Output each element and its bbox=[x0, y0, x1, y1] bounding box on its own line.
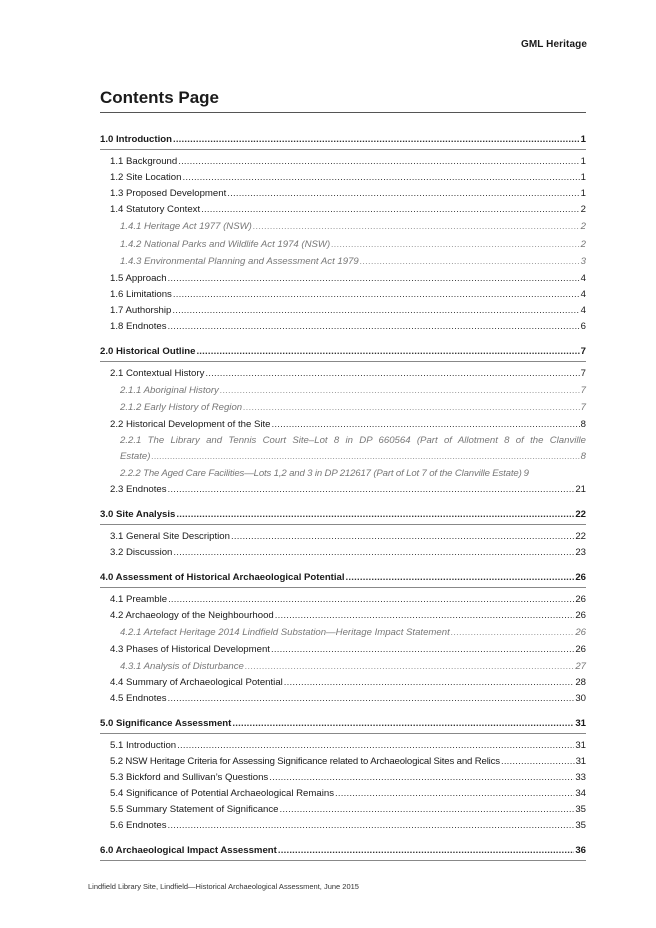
toc-leader bbox=[205, 366, 579, 382]
toc-entry-page: 9 bbox=[523, 467, 529, 479]
toc-entry-page: 27 bbox=[575, 660, 586, 672]
toc-leader bbox=[176, 506, 574, 524]
toc-entry-4-2-1[interactable] bbox=[100, 624, 586, 642]
toc-entry-2-0[interactable] bbox=[100, 343, 586, 362]
toc-leader bbox=[168, 818, 575, 834]
page-footer: Lindfield Library Site, Lindfield—Historical Archaeological Assessment, June 2015 bbox=[88, 882, 359, 891]
toc-leader bbox=[168, 271, 580, 287]
toc-entry-page: 1 bbox=[580, 134, 586, 145]
toc-entry-2-1[interactable] bbox=[100, 366, 586, 382]
title-divider bbox=[100, 112, 586, 113]
toc-entry-page: 23 bbox=[575, 547, 586, 558]
toc-entry-page: 7 bbox=[580, 402, 586, 413]
toc-leader bbox=[168, 592, 574, 608]
toc-entry-title: 1.3 Proposed Development bbox=[110, 188, 227, 199]
toc-entry-1-1[interactable] bbox=[100, 154, 586, 170]
toc-entry-page: 21 bbox=[575, 484, 586, 495]
toc-entry-page: 26 bbox=[575, 610, 586, 621]
toc-entry-page: 1 bbox=[580, 188, 586, 199]
toc-leader bbox=[173, 287, 580, 303]
toc-entry-title: 5.0 Significance Assessment bbox=[100, 718, 232, 729]
toc-entry-page: 22 bbox=[575, 531, 586, 542]
toc-entry-2-1-2[interactable] bbox=[100, 399, 586, 417]
table-of-contents bbox=[100, 131, 586, 865]
toc-entry-title: 3.2 Discussion bbox=[110, 547, 173, 558]
toc-leader bbox=[227, 186, 579, 202]
toc-leader bbox=[269, 770, 574, 786]
toc-entry-1-4[interactable] bbox=[100, 202, 586, 218]
toc-entry-5-0[interactable] bbox=[100, 715, 586, 734]
toc-entry-title: 4.5 Endnotes bbox=[110, 693, 167, 704]
toc-leader bbox=[178, 154, 579, 170]
toc-leader bbox=[182, 170, 579, 186]
toc-leader bbox=[275, 608, 575, 624]
toc-entry-5-3[interactable] bbox=[100, 770, 586, 786]
toc-entry-page: 7 bbox=[580, 367, 586, 379]
toc-entry-page: 33 bbox=[575, 772, 586, 783]
toc-entry-title: 4.2 Archaeology of the Neighbourhood bbox=[110, 610, 274, 621]
toc-entry-page: 1 bbox=[580, 156, 586, 167]
toc-leader bbox=[335, 786, 574, 802]
toc-entry-title: 4.4 Summary of Archaeological Potential bbox=[110, 677, 283, 688]
toc-entry-3-1[interactable] bbox=[100, 529, 586, 545]
toc-entry-title: 1.8 Endnotes bbox=[110, 320, 167, 332]
toc-entry-page: 22 bbox=[575, 509, 586, 520]
toc-entry-page: 2 bbox=[580, 221, 586, 232]
toc-leader bbox=[245, 658, 574, 676]
toc-entry-title: 2.1 Contextual History bbox=[110, 367, 205, 379]
toc-entry-title: 1.4 Statutory Context bbox=[110, 204, 201, 215]
toc-leader bbox=[231, 529, 574, 545]
toc-entry-title: 5.1 Introduction bbox=[110, 740, 177, 751]
toc-entry-4-2[interactable] bbox=[100, 608, 586, 624]
header-brand: GML Heritage bbox=[520, 39, 587, 50]
toc-entry-title: 4.0 Assessment of Historical Archaeological Potential bbox=[100, 572, 345, 583]
toc-leader bbox=[280, 802, 575, 818]
toc-entry-page: 7 bbox=[580, 384, 586, 396]
toc-entry-title: 3.1 General Site Description bbox=[110, 531, 230, 542]
toc-entry-title: 2.2.2 The Aged Care Facilities—Lots 1,2 and 3 in DP 212617 (Part of Lot 7 of the Clanville Estate) bbox=[120, 467, 522, 479]
toc-entry-page: 31 bbox=[575, 740, 586, 751]
toc-entry-page: 2 bbox=[580, 204, 586, 215]
toc-entry-page: 8 bbox=[580, 450, 586, 462]
toc-entry-1-0[interactable] bbox=[100, 131, 586, 150]
toc-entry-title: 2.1.2 Early History of Region bbox=[120, 402, 243, 413]
toc-entry-5-5[interactable] bbox=[100, 802, 586, 818]
toc-leader bbox=[196, 343, 579, 361]
toc-entry-title: 5.3 Bickford and Sullivan’s Questions bbox=[110, 772, 269, 783]
toc-leader bbox=[331, 236, 579, 254]
toc-entry-title: 6.0 Archaeological Impact Assessment bbox=[100, 845, 277, 856]
toc-entry-page: 4 bbox=[580, 304, 586, 316]
toc-leader bbox=[168, 482, 575, 498]
toc-leader bbox=[253, 218, 580, 236]
toc-entry-title: 5.6 Endnotes bbox=[110, 820, 167, 831]
toc-leader bbox=[168, 691, 575, 707]
toc-leader bbox=[173, 545, 574, 561]
toc-entry-page: 31 bbox=[575, 718, 586, 729]
toc-entry-page: 26 bbox=[575, 643, 586, 655]
toc-leader bbox=[232, 715, 574, 733]
toc-entry-2-2-1[interactable] bbox=[100, 433, 586, 465]
toc-entry-3-2[interactable] bbox=[100, 545, 586, 561]
toc-entry-title: 3.0 Site Analysis bbox=[100, 509, 176, 520]
toc-entry-page: 34 bbox=[575, 788, 586, 799]
toc-entry-title: 5.4 Significance of Potential Archaeological Remains bbox=[110, 788, 334, 799]
toc-entry-page: 1 bbox=[580, 172, 586, 183]
toc-entry-4-1[interactable] bbox=[100, 592, 586, 608]
toc-leader bbox=[360, 253, 580, 271]
toc-entry-page: 6 bbox=[580, 320, 586, 332]
toc-entry-title: 1.2 Site Location bbox=[110, 172, 182, 183]
toc-entry-title: 2.2.1 The Library and Tennis Court Site–Lot 8 in DP 660564 (Part of Allotment 8 of the Clanville bbox=[120, 434, 586, 446]
toc-entry-title: 2.2 Historical Development of the Site bbox=[110, 418, 271, 430]
toc-entry-page: 35 bbox=[575, 804, 586, 815]
toc-entry-page: 26 bbox=[575, 572, 586, 583]
toc-entry-page: 3 bbox=[580, 256, 586, 267]
toc-entry-title: 4.3.1 Analysis of Disturbance bbox=[120, 660, 244, 672]
toc-entry-2-1-1[interactable] bbox=[100, 382, 586, 400]
toc-entry-page: 36 bbox=[575, 845, 586, 856]
toc-entry-title-cont: Estate) bbox=[120, 450, 151, 462]
toc-entry-page: 4 bbox=[580, 272, 586, 284]
toc-leader bbox=[346, 569, 575, 587]
toc-entry-4-4[interactable] bbox=[100, 675, 586, 691]
toc-leader bbox=[173, 131, 580, 149]
toc-entry-1-5[interactable] bbox=[100, 271, 586, 287]
toc-entry-title: 5.2 NSW Heritage Criteria for Assessing Significance related to Archaeological Sites and Relics bbox=[110, 756, 500, 767]
toc-entry-1-3[interactable] bbox=[100, 186, 586, 202]
toc-entry-title: 4.1 Preamble bbox=[110, 594, 168, 605]
toc-entry-title: 4.2.1 Artefact Heritage 2014 Lindfield Substation—Heritage Impact Statement bbox=[120, 627, 450, 638]
toc-entry-title: 5.5 Summary Statement of Significance bbox=[110, 804, 279, 815]
toc-entry-6-0[interactable] bbox=[100, 842, 586, 861]
toc-leader bbox=[284, 675, 575, 691]
toc-entry-title: 1.4.1 Heritage Act 1977 (NSW) bbox=[120, 221, 252, 232]
toc-entry-4-5[interactable] bbox=[100, 691, 586, 707]
toc-entry-page: 7 bbox=[580, 345, 586, 357]
toc-entry-2-2[interactable] bbox=[100, 417, 586, 433]
toc-entry-page: 4 bbox=[580, 288, 586, 300]
page-title: Contents Page bbox=[100, 88, 220, 107]
toc-entry-title: 2.0 Historical Outline bbox=[100, 345, 196, 357]
toc-entry-5-2[interactable] bbox=[100, 754, 586, 770]
toc-entry-5-1[interactable] bbox=[100, 738, 586, 754]
toc-entry-title: 2.1.1 Aboriginal History bbox=[120, 384, 219, 396]
toc-entry-title: 1.5 Approach bbox=[110, 272, 167, 284]
toc-entry-1-6[interactable] bbox=[100, 287, 586, 303]
toc-leader bbox=[271, 642, 574, 658]
toc-entry-title: 4.3 Phases of Historical Development bbox=[110, 643, 270, 655]
toc-entry-1-8[interactable] bbox=[100, 319, 586, 335]
toc-entry-1-4-3[interactable] bbox=[100, 253, 586, 271]
toc-entry-page: 28 bbox=[575, 677, 586, 688]
toc-leader bbox=[272, 417, 580, 433]
toc-entry-4-3-1[interactable] bbox=[100, 658, 586, 676]
toc-entry-1-4-1[interactable] bbox=[100, 218, 586, 236]
toc-entry-title: 1.0 Introduction bbox=[100, 134, 172, 145]
toc-entry-4-0[interactable] bbox=[100, 569, 586, 588]
toc-entry-page: 8 bbox=[580, 418, 586, 430]
toc-leader bbox=[501, 754, 575, 770]
toc-entry-page: 26 bbox=[575, 627, 586, 638]
toc-leader bbox=[220, 382, 580, 400]
toc-entry-5-4[interactable] bbox=[100, 786, 586, 802]
toc-leader bbox=[172, 303, 579, 319]
toc-entry-3-0[interactable] bbox=[100, 506, 586, 525]
toc-entry-page: 31 bbox=[575, 756, 586, 767]
toc-leader bbox=[451, 624, 575, 642]
toc-entry-title: 1.4.3 Environmental Planning and Assessment Act 1979 bbox=[120, 256, 359, 267]
toc-entry-1-2[interactable] bbox=[100, 170, 586, 186]
toc-entry-title: 2.3 Endnotes bbox=[110, 484, 167, 495]
toc-leader bbox=[151, 449, 579, 465]
toc-entry-4-3[interactable] bbox=[100, 642, 586, 658]
toc-entry-1-4-2[interactable] bbox=[100, 236, 586, 254]
toc-entry-2-3[interactable] bbox=[100, 482, 586, 498]
toc-entry-5-6[interactable] bbox=[100, 818, 586, 834]
toc-leader bbox=[243, 399, 580, 417]
toc-entry-title: 1.1 Background bbox=[110, 156, 178, 167]
toc-entry-title: 1.6 Limitations bbox=[110, 288, 172, 300]
toc-entry-page: 2 bbox=[580, 238, 586, 250]
toc-entry-2-2-2[interactable] bbox=[100, 465, 586, 483]
toc-entry-1-7[interactable] bbox=[100, 303, 586, 319]
toc-entry-page: 26 bbox=[575, 594, 586, 605]
toc-leader bbox=[201, 202, 580, 218]
toc-leader bbox=[177, 738, 574, 754]
toc-entry-page: 30 bbox=[575, 693, 586, 704]
toc-entry-title: 1.4.2 National Parks and Wildlife Act 1974 (NSW) bbox=[120, 238, 331, 250]
toc-entry-page: 35 bbox=[575, 820, 586, 831]
toc-entry-title: 1.7 Authorship bbox=[110, 304, 172, 316]
toc-leader bbox=[278, 842, 574, 860]
toc-leader bbox=[168, 319, 580, 335]
